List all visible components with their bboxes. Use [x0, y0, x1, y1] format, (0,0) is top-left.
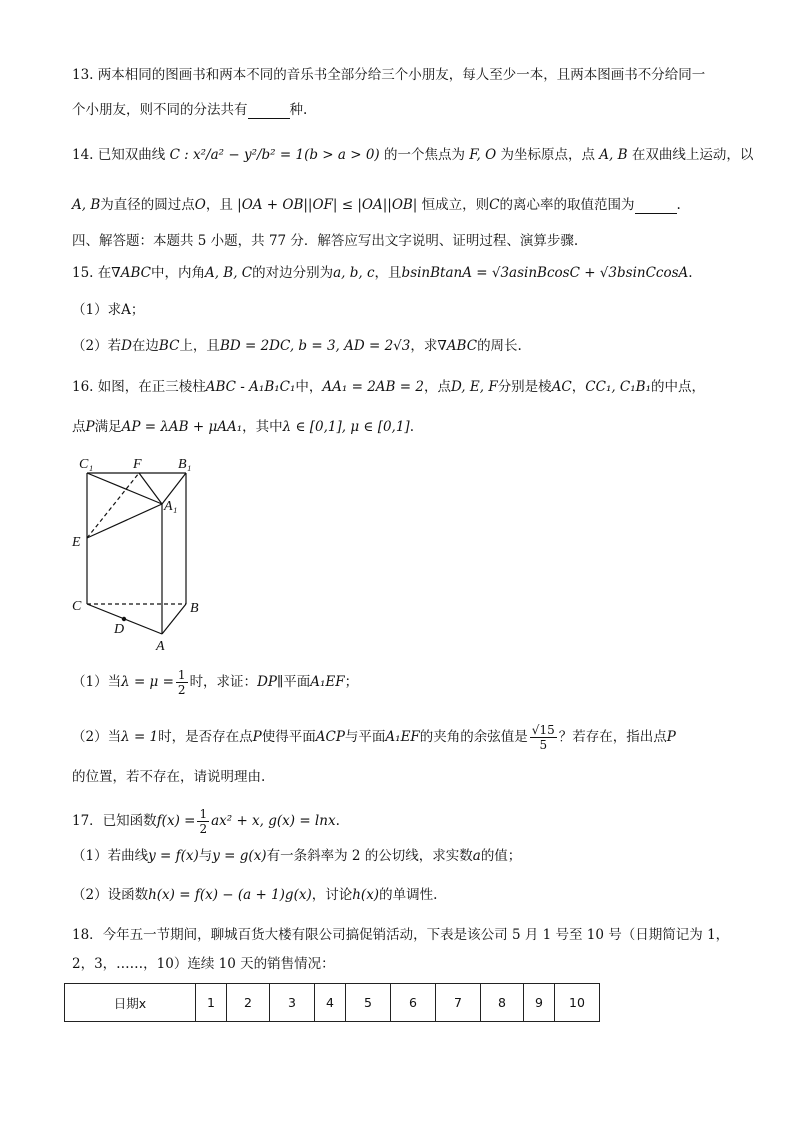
q18-line2: 2，3，……，10）连续 10 天的销售情况： [72, 956, 335, 972]
table-cell: 2 [227, 984, 270, 1022]
q16-part1: （1）当λ = μ = $\frac{1}{2}$ 时，求证：DP∥平面A₁EF； [72, 668, 359, 697]
q16-part2-cont: 的位置，若不存在，请说明理由. [72, 769, 266, 785]
q14-line1: 14. 已知双曲线 C : x²/a² − y²/b² = 1(b > a > 0) 的一个焦点为 F, O 为坐标原点，点 A, B 在双曲线上运动，以 [72, 147, 754, 163]
vector-equation: AP = λAB + μAA₁ [121, 419, 243, 435]
table-cell: 1 [196, 984, 227, 1022]
label-b: B [190, 601, 199, 616]
q16-line1: 16. 如图，在正三棱柱ABC - A₁B₁C₁中，AA₁ = 2AB = 2，点D, E, F分别是棱AC，CC₁, C₁B₁的中点， [72, 379, 706, 395]
q18-line1: 18．今年五一节期间，聊城百货大楼有限公司搞促销活动，下表是该公司 5 月 1 号至 10 号（日期简记为 1， [72, 927, 730, 943]
point-d [122, 617, 126, 621]
label-b1: B₁ [178, 457, 192, 472]
label-a1: A₁ [164, 499, 178, 514]
vector-inequality: |OA + OB||OF| ≤ |OA||OB| [237, 197, 418, 213]
label-c: C [72, 599, 82, 614]
label-f: F [133, 457, 142, 472]
table-cell: 7 [436, 984, 481, 1022]
segment-e-f-dashed [87, 473, 139, 538]
label-a: A [156, 639, 165, 652]
fraction-sqrt15-5: $\frac{√15}{5}$ [531, 723, 555, 752]
sales-table [64, 983, 600, 1022]
q16-line2: 点P满足AP = λAB + μAA₁，其中λ ∈ [0,1], μ ∈ [0,1]. [72, 419, 414, 435]
fraction-half: $\frac{1}{2}$ [177, 668, 186, 697]
table-cell: 10 [555, 984, 600, 1022]
segment-e-a1 [87, 504, 162, 538]
table-cell: 8 [481, 984, 524, 1022]
q15-part2: （2）若D在边BC上，且BD = 2DC, b = 3, AD = 2√3，求∇ABC的周长. [72, 338, 522, 354]
table-cell: 6 [391, 984, 436, 1022]
label-c1: C₁ [79, 457, 94, 472]
q14-line2: A, B为直径的圆过点O，且 |OA + OB||OF| ≤ |OA||OB| 恒成立，则C的离心率的取值范围为 . [72, 197, 681, 213]
edge-b-a [162, 604, 186, 634]
label-d: D [114, 622, 125, 637]
section-heading: 四、解答题：本题共 5 小题，共 77 分．解答应写出文字说明、证明过程、演算步骤. [72, 233, 579, 249]
q16-part2: （2）当λ = 1时，是否存在点P使得平面ACP与平面A₁EF的夹角的余弦值是 $\frac{√15}{5}$ ？若存在，指出点P [72, 723, 676, 752]
trig-equation: bsinBtanA = √3asinBcosC + √3bsinCcosA [401, 265, 689, 281]
table-header-cell: 日期x [65, 984, 196, 1022]
q13-line2: 个小朋友，则不同的分法共有 种. [72, 102, 308, 118]
table-cell: 4 [315, 984, 346, 1022]
q17-part1: （1）若曲线y = f(x)与y = g(x)有一条斜率为 2 的公切线，求实数a的值； [72, 848, 522, 864]
table-cell: 5 [346, 984, 391, 1022]
answer-blank [248, 104, 290, 119]
prism-figure [66, 456, 216, 652]
q15-part1: （1）求A； [72, 302, 145, 318]
label-e: E [72, 535, 81, 550]
table-row [65, 984, 600, 1022]
q15-line1: 15. 在∇ABC中，内角A, B, C的对边分别为a, b, c，且bsinBtanA = √3asinBcosC + √3bsinCcosA. [72, 265, 693, 281]
answer-blank [635, 199, 677, 214]
hyperbola-equation: C : x²/a² − y²/b² = 1(b > a > 0) [169, 147, 380, 163]
table-cell: 3 [270, 984, 315, 1022]
q13-line1: 13. 两本相同的图画书和两本不同的音乐书全部分给三个小朋友，每人至少一本，且两本图画书不分给同一 [72, 67, 706, 83]
q17-part2: （2）设函数h(x) = f(x) − (a + 1)g(x)，讨论h(x)的单调性. [72, 887, 438, 903]
table-cell: 9 [524, 984, 555, 1022]
q17-line1: 17．已知函数f(x) = $\frac{1}{2}$ ax² + x, g(x) = lnx. [72, 807, 340, 836]
fraction-half: $\frac{1}{2}$ [199, 807, 208, 836]
